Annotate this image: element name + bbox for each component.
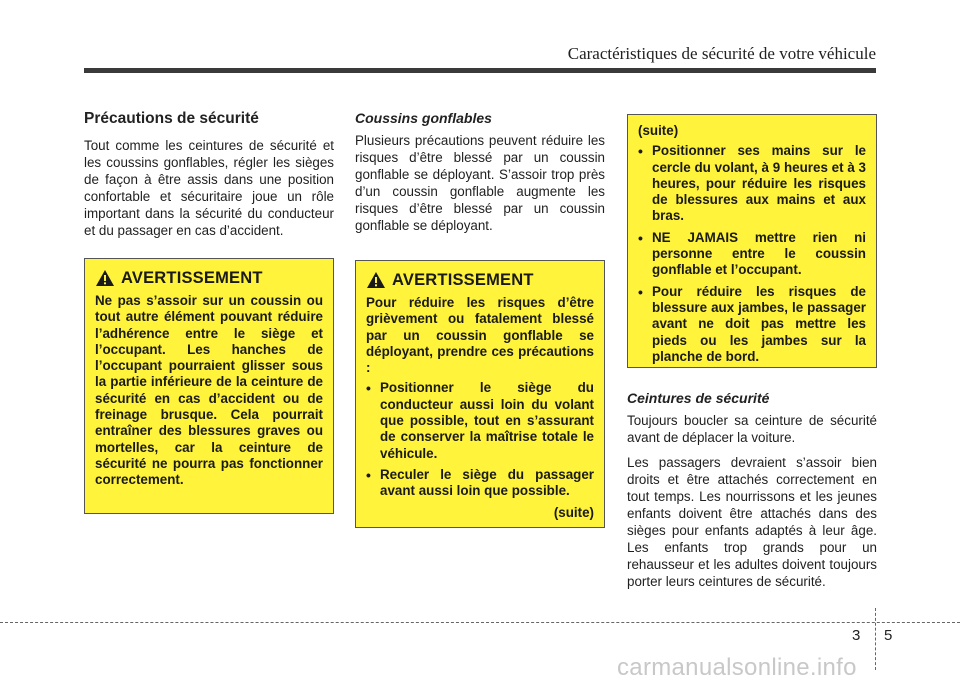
watermark: carmanualsonline.info [617, 654, 857, 681]
warning-list-item: • Pour réduire les risques de blessure aux jambes, le passager avant ne doit pas mettre les pieds ou les jambes sur la planche de bord. [638, 284, 866, 365]
warning-title: AVERTISSEMENT [121, 268, 263, 287]
page-number: 5 [884, 627, 893, 644]
warning-intro: Pour réduire les risques d’être grièvement ou fatalement blessé par un coussin gonflable se déployant, prendre ces précautions : [366, 295, 594, 376]
warning-triangle-icon [366, 271, 386, 289]
header-rule [84, 68, 876, 73]
safety-precautions-text: Tout comme les ceintures de sécurité et les coussins gonflables, régler les sièges de façon à être assis dans une position confortable et sécuritaire joue un rôle important dans la sécurité du conducteur et du passager en cas d’accident. [84, 138, 334, 238]
warning-title: AVERTISSEMENT [392, 270, 534, 289]
warning-box-airbags-continued [627, 114, 877, 368]
warning-list-item: • Positionner ses mains sur le cercle du volant, à 9 heures et à 3 heures, pour réduire les risques de blessures aux mains et aux bras. [638, 143, 866, 224]
warning-box-seat-cushion [84, 258, 334, 514]
warning-list-item: • NE JAMAIS mettre rien ni personne entre le coussin gonflable et l’occupant. [638, 230, 866, 279]
warning-box-airbags [355, 260, 605, 528]
column-left [84, 110, 334, 247]
warning-list [366, 380, 594, 499]
warning-list [638, 143, 866, 365]
section-heading-seat-belts: Ceintures de sécurité [627, 390, 770, 406]
seat-belts-text: Toujours boucler sa ceinture de sécurité avant de déplacer la voiture. [627, 413, 877, 445]
airbags-text: Plusieurs précautions peuvent réduire les risques d’être blessé par un coussin gonflable se déployant. S’assoir trop près d’un coussin gonflable augmente les risques d’être blessé par un coussin gonflable se déployant. [355, 133, 605, 233]
warning-text: Ne pas s’assoir sur un coussin ou tout autre élément pouvant réduire l’adhérence entre le siège et l’occupant. Les hanches de l’occupant pourraient glisser sous la partie inférieure de la ceinture de sécurité en cas d’accident ou de freinage brusque. Cela pourrait entraîner des blessures graves ou mortelles, car la ceinture de sécurité ne pourra pas fonctionner correctement. [95, 293, 323, 488]
page-number-divider [875, 608, 876, 670]
column-middle [355, 110, 605, 242]
warning-list-item: • Reculer le siège du passager avant aussi loin que possible. [366, 467, 594, 500]
warning-header [95, 269, 323, 287]
section-seat-belts [627, 390, 877, 598]
header-title: Caractéristiques de sécurité de votre véhicule [567, 44, 876, 63]
warning-list-item: • Positionner le siège du conducteur aussi loin du volant que possible, tout en s’assurant de conserver la maîtrise totale le véhicule. [366, 380, 594, 461]
footer-rule [0, 622, 960, 623]
section-heading-airbags: Coussins gonflables [355, 110, 492, 126]
chapter-number: 3 [852, 627, 861, 644]
warning-triangle-icon [95, 269, 115, 287]
continued-label: (suite) [638, 123, 679, 138]
continued-label: (suite) [553, 504, 594, 520]
section-heading-safety-precautions: Précautions de sécurité [84, 110, 259, 127]
seat-belts-text: Les passagers devraient s’assoir bien droits et être attachés correctement en tout temps. Les nourrissons et les jeunes enfants doivent être attachés dans des sièges pour enfants adaptés à leur âge. Les enfants trop grands pour un rehausseur et les adultes doivent toujours porter leurs ceintures de sécurité. [627, 455, 877, 589]
warning-header [366, 271, 594, 289]
